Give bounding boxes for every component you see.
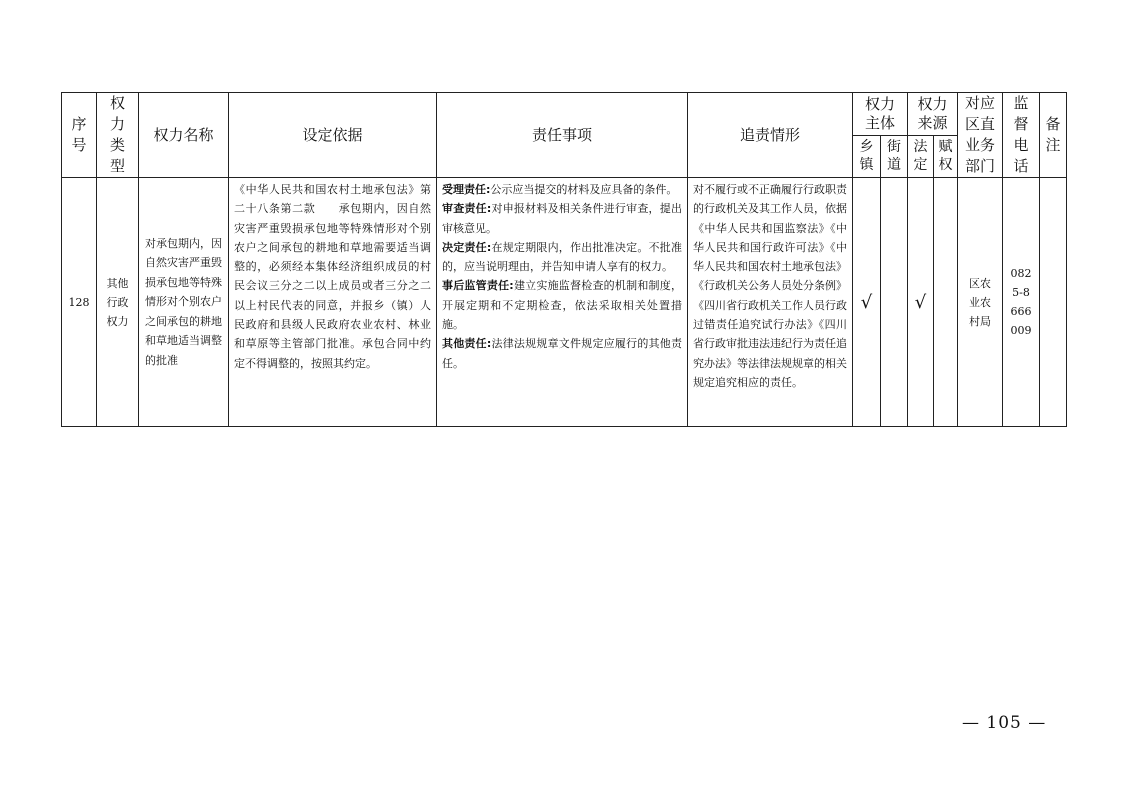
row-source-grant-check: [934, 178, 958, 427]
page-number: — 105 —: [962, 713, 1047, 733]
row-name: 对承包期内，因自然灾害严重毁损承包地等特殊情形对个别农户之间承包的耕地和草地适当调整的批准: [139, 178, 229, 427]
row-type: 其他行政权力: [97, 178, 139, 427]
row-source-legal-check: √: [908, 178, 934, 427]
header-source: 权力来源: [908, 93, 958, 136]
responsibility-item: 受理责任:公示应当提交的材料及应具备的条件。: [442, 183, 678, 196]
header-department: 对应区直业务部门: [958, 93, 1003, 178]
table-row: [62, 178, 1067, 427]
header-type: 权力类型: [97, 93, 139, 178]
row-seq: 128: [62, 178, 97, 427]
header-subject-street: 街道: [881, 135, 908, 178]
header-source-legal: 法定: [908, 135, 934, 178]
power-list-table: [61, 92, 1067, 427]
header-subject-township: 乡镇: [853, 135, 881, 178]
row-remarks: [1040, 178, 1067, 427]
header-seq: 序号: [62, 93, 97, 178]
header-subject: 权力主体: [853, 93, 908, 136]
header-accountability: 追责情形: [688, 93, 853, 178]
header-basis: 设定依据: [229, 93, 437, 178]
row-subject-township-check: √: [853, 178, 881, 427]
row-responsibility: [437, 178, 688, 427]
responsibility-item: 事后监管责任:建立实施监督检查的机制和制度，开展定期和不定期检查，依法采取相关处置措施。: [442, 279, 682, 332]
header-remarks: 备注: [1040, 93, 1067, 178]
responsibility-item: 其他责任:法律法规规章文件规定应履行的其他责任。: [442, 337, 682, 370]
row-department: 区农业农村局: [958, 178, 1003, 427]
row-phone: 0825-8666009: [1003, 178, 1040, 427]
header-source-grant: 赋权: [934, 135, 958, 178]
row-subject-street-check: [881, 178, 908, 427]
header-responsibility: 责任事项: [437, 93, 688, 178]
row-accountability: 对不履行或不正确履行行政职责的行政机关及其工作人员，依据《中华人民共和国监察法》《中华人民共和国行政许可法》《中华人民共和国农村土地承包法》《行政机关公务人员处分条例》《四川省行政机关工作人员行政过错责任追究试行办法》《四川省行政审批违法违纪行为责任追究办法》等法律法规规章的相关规定追究相应的责任。: [688, 178, 853, 427]
responsibility-item: 决定责任:在规定期限内，作出批准决定。不批准的，应当说明理由，并告知申请人享有的权力。: [442, 240, 682, 274]
header-name: 权力名称: [139, 93, 229, 178]
header-phone: 监督电话: [1003, 93, 1040, 178]
row-basis: 《中华人民共和国农村土地承包法》第二十八条第二款 承包期内，因自然灾害严重毁损承包地等特殊情形对个别农户之间承包的耕地和草地需要适当调整的，必须经本集体经济组织成员的村民会议三分之二以上成员或者三分之二以上村民代表的同意，并报乡（镇）人民政府和县级人民政府农业农村、林业和草原等主管部门批准。承包合同中约定不得调整的，按照其约定。: [229, 178, 437, 427]
header-row-1: [62, 93, 1067, 136]
responsibility-item: 审查责任:对申报材料及相关条件进行审查，提出审核意见。: [442, 202, 682, 235]
